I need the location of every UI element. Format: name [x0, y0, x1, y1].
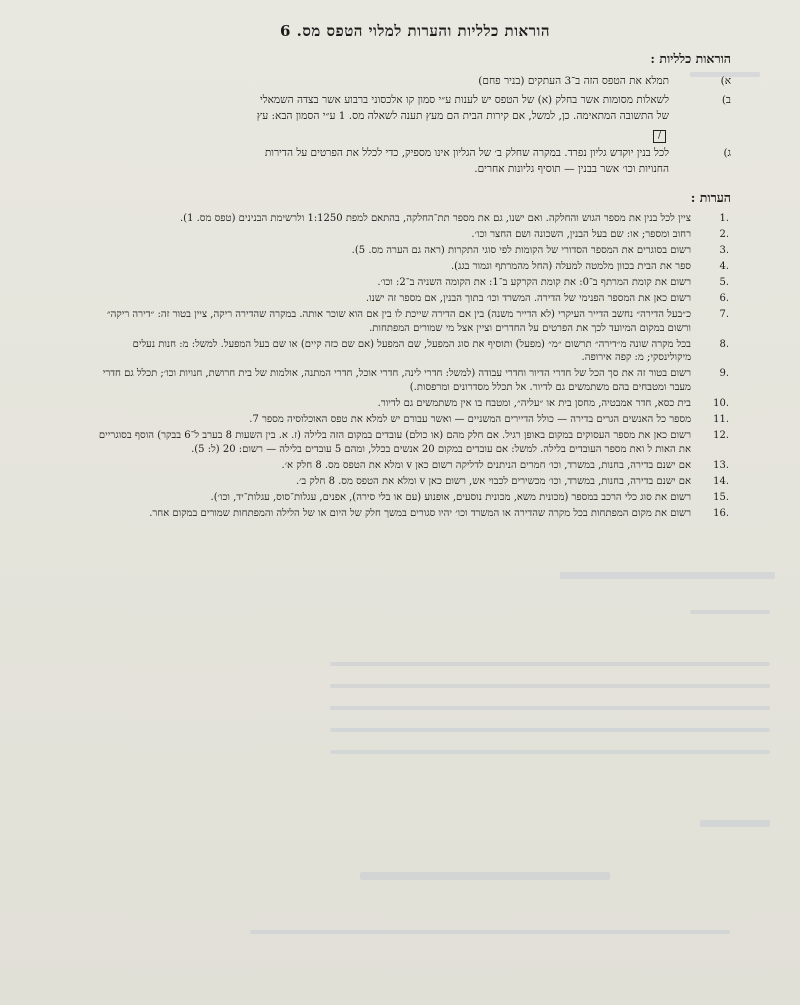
note-item	[95, 212, 735, 226]
note-text: רשום כאן את מספר העסוקים במקום באופן רגיל. אם חלק מהם (או כולם) עובדים במקום הזה בלילה (ז. א. בין השעות 8 בערב ל־6 בבקר) הוסף בסוגריים את האות ל ואת מספר העובדים בלילה. למשל: אם עובדים במקום 20 אנשים בכלל, ומהם 5 עובדים בלילה — רשום: 20 (ל: 5).	[98, 430, 691, 455]
show-through-mark	[250, 930, 730, 934]
note-item	[95, 308, 735, 335]
note-item	[95, 244, 735, 258]
note-item	[95, 459, 735, 473]
note-item	[95, 413, 735, 427]
note-text: אם ישנם בדירה, בחנות, במשרד, וכו׳ מכשירים לכבוי אש, רשום כאן v ומלא את הטפס מס. 8 חלק ב׳.	[295, 475, 691, 487]
note-number: .5	[719, 276, 729, 288]
general-item	[95, 145, 735, 178]
note-number: .12	[713, 430, 729, 442]
note-text: רחוב ומספר; או: שם בעל הבנין, השכונה ושם החצר וכו׳.	[471, 228, 691, 240]
note-text: רשום בטור זה את סך הכל של חדרי הדיור וחדרי עבודה (למשל: חדרי לינה, חדרי אוכל, חדרי המתנה, אולמות של בית חרושת, חנויות וכו׳; תכלל גם חדרי מעבר ומטבחים בהם משתמשים גם לדיור. אל תכלל מסדרונים ומרפסות.)	[102, 368, 691, 393]
note-text: רשום את קומת המרתף ב־0: את קומת הקרקע ב־1: את הקומה השניה ב־2: וכו׳.	[377, 276, 691, 288]
show-through-mark	[700, 820, 770, 827]
general-item-mark: ג)	[723, 146, 731, 159]
note-number: .1	[719, 212, 729, 224]
general-item-text: תמלא את הטפס הזה ב־3 העתקים (בניר פחם)	[478, 75, 669, 87]
general-item-text	[95, 92, 697, 143]
note-text: מספר כל האנשים הגרים בדירה — כולל הדיירים המשניים — ואשר עבורם יש למלא את טפס האוכלוסיה מספר 7.	[249, 413, 691, 425]
note-text: בכל מקרה שונה מ״דירה״ תרשום ״מ״ (מפעל) ותוסיף את סוג המפעל, שם המפעל (אם שם כזה קיים) או שם בעל המפעל. למשל: מ: חנות נעלים מיקולינסקי; מ: קפה אירופה.	[132, 338, 691, 364]
note-number: .16	[713, 507, 729, 519]
note-text: רשום כאן את המספר הפנימי של הדירה. המשרד וכו׳ בתוך הבנין, אם מספר זה ישנו.	[365, 292, 691, 304]
note-number: .14	[713, 475, 729, 487]
note-item	[95, 397, 735, 411]
note-item	[95, 429, 735, 456]
note-item	[95, 276, 735, 290]
general-item-mark: ב)	[721, 93, 731, 106]
note-number: .15	[713, 491, 729, 503]
note-number: .8	[719, 338, 729, 350]
note-item	[95, 292, 735, 306]
note-number: .2	[719, 228, 729, 240]
instructions-page	[95, 22, 735, 523]
show-through-mark	[690, 610, 770, 614]
note-item	[95, 491, 735, 505]
note-text: ספר את הבית בכוון מלמטה למעלה (החל מהמרתף וגמור בגג).	[450, 260, 691, 272]
note-item	[95, 475, 735, 489]
show-through-mark	[560, 572, 775, 579]
notes-list	[95, 212, 735, 521]
note-number: .11	[713, 413, 729, 425]
general-item	[95, 92, 735, 143]
show-through-mark	[330, 662, 770, 666]
note-text: אם ישנם בדירה, בחנות, במשרד, וכו׳ חמרים הניתנים לדליקה רשום כאן v ומלא את הטפס מס. 8 חלק א׳.	[281, 459, 691, 471]
note-number: .10	[713, 397, 729, 409]
show-through-mark	[360, 872, 610, 880]
example-checkbox: /	[653, 130, 666, 143]
note-text: בית כסא, חדר אמבטיה, מחסן בית או ״עליה״, ומטבח בו אין משתמשים גם לדיור.	[377, 397, 691, 409]
notes-heading: הערות :	[690, 189, 731, 205]
note-text: כ״בעל הדירה״ נחשב הדייר העיקרי (לא הדייר משנה) בין אם הדירה שייכת לו בין אם הוא שוכר אותה. במקרה שהדירה ריקה, ציין בטור זה: ״דירה ריקה״ ורשום במקום המיועד לכך את הפרטים על החדרים וציין אצל מי שמורים המפתחות.	[106, 309, 691, 334]
note-item	[95, 228, 735, 242]
note-number: .9	[719, 368, 729, 380]
general-item-text: לכל בנין יוקדש גליון נפרד. במקרה שחלק ב׳ של הגליון אינו מספיק, כדי לכלל את הפרטים על הדירות החנויות וכו׳ אשר בבנין — תוסיף גליונות אחרים.	[264, 146, 669, 175]
general-instructions-heading: הוראות כלליות :	[650, 51, 731, 66]
show-through-mark	[330, 684, 770, 688]
note-number: .3	[719, 244, 729, 256]
show-through-mark	[330, 728, 770, 732]
note-text: רשום את מקום המפתחות בכל מקרה שהדירה או המשרד וכו׳ יהיו סגורים במשך חלק של היום או של הלילה והמפתחות שמורים במקום אחר.	[149, 507, 691, 519]
note-item	[95, 338, 735, 365]
note-text: רשום בסוגרים את המספר הסדורי של הקומות לפי סוגי התקרות (ראה גם הערה מס. 5).	[351, 244, 691, 256]
show-through-mark	[330, 706, 770, 710]
general-item-mark: א)	[720, 75, 731, 87]
show-through-mark	[330, 750, 770, 754]
note-text: ציין לכל בנין את מספר הגוש והחלקה. ואם ישנו, גם את מספר תת־החלקה, בהתאם למפת 1:1250 ולרשימת הבנינים (טפס מס. 1).	[179, 212, 691, 224]
note-number: .6	[719, 292, 729, 304]
general-item-text-part: לשאלות מסומות אשר בחלק (א) של הטפס יש לענות ע״י סמון קו אלכסוני ברבוע אשר בצדה השמאלי של התשובה המתאימה. כן, למשל, אם קירות הבית הם מעץ תענה לשאלה מס. 1 ע״י הסמון הבא: עץ	[256, 93, 669, 122]
page-title: הוראות כלליות והערות למלוי הטפס מס. 6	[279, 22, 551, 40]
general-item	[95, 73, 735, 90]
note-item	[95, 367, 735, 394]
note-number: .13	[713, 459, 729, 471]
note-text: רשום את סוג כלי הרכב במספר (מכונית משא, מכונית נוסעים, אופנוע (עם או בלי סירה), אפנים, עגלות־סוס, עגלות־יד, וכו׳).	[210, 491, 691, 503]
note-number: .4	[719, 260, 729, 272]
note-item	[95, 507, 735, 521]
note-number: .7	[719, 309, 729, 321]
note-item	[95, 260, 735, 274]
